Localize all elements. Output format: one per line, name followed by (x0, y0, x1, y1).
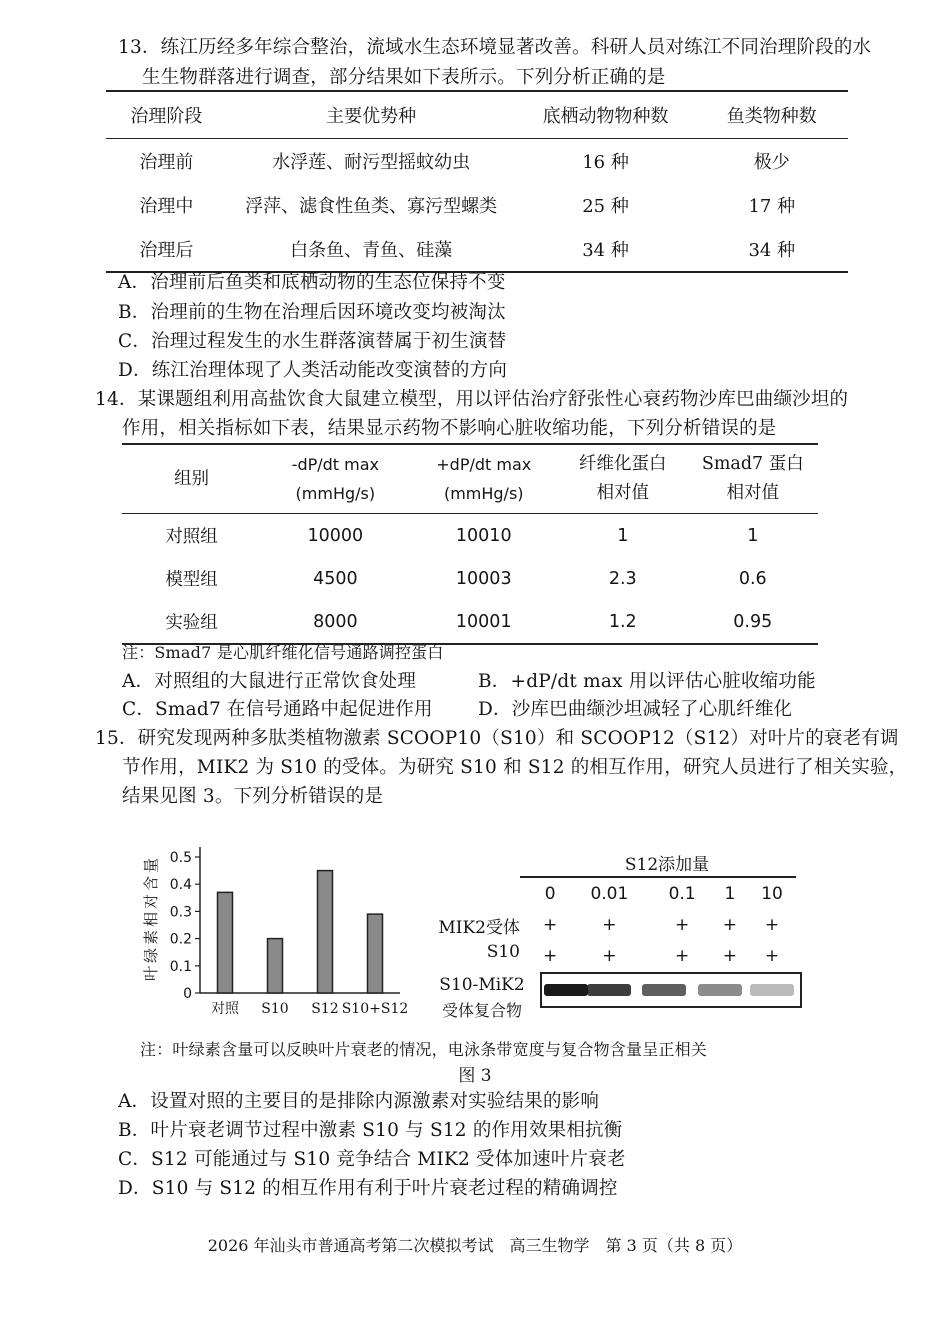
y-axis-label: 叶绿素相对含量 (142, 854, 160, 982)
q14-option-d: D．沙库巴曲缬沙坦减轻了心肌纤维化 (478, 699, 793, 720)
q15-option-a: A．设置对照的主要目的是排除内源激素对实验结果的影响 (118, 1091, 600, 1112)
table-cell: 水浮莲、耐污型摇蚊幼虫 (272, 152, 471, 173)
q14-option-b: B．+dP/dt max 用以评估心脏收缩功能 (478, 671, 816, 692)
plus-sign: + (764, 914, 780, 935)
header-line: +dP/dt max (436, 455, 532, 474)
table-cell: 1.2 (608, 611, 637, 632)
page-footer: 2026 年汕头市普通高考第二次模拟考试 高三生物学 第 3 页（共 8 页） (207, 1236, 743, 1255)
table-cell: 模型组 (165, 570, 218, 590)
q15-stem-line-2: 节作用，MIK2 为 S10 的受体。为研究 S10 和 S12 的相互作用，研究人员进行了相关实验， (122, 757, 908, 778)
q14-stem-line-2: 作用，相关指标如下表，结果显示药物不影响心脏收缩功能，下列分析错误的是 (122, 418, 777, 439)
table-cell: 治理前 (139, 152, 194, 173)
header-unit: 相对值 (726, 483, 780, 503)
q13-table (106, 90, 848, 273)
table-header: 底栖动物物种数 (542, 106, 669, 127)
plus-sign: + (602, 914, 617, 935)
table-cell: 1 (747, 525, 759, 546)
bar (318, 871, 333, 993)
q15-option-b: B．叶片衰老调节过程中激素 S10 与 S12 的作用效果相抗衡 (118, 1120, 623, 1141)
table-header (410, 444, 558, 514)
table-row (122, 557, 818, 600)
bar (268, 939, 283, 993)
amount-label: 0.01 (590, 883, 629, 904)
plus-sign: + (722, 945, 738, 966)
plus-sign: + (674, 945, 690, 966)
y-tick-label: 0.1 (169, 958, 192, 975)
amount-label: 10 (761, 883, 783, 904)
plus-sign: + (543, 914, 558, 935)
table-row (106, 139, 848, 184)
header-line: Smad7 蛋白 (701, 454, 804, 474)
table-cell: 10003 (455, 568, 512, 589)
q13-option-d: D．练江治理体现了人类活动能改变演替的方向 (118, 360, 508, 381)
y-tick-label: 0.4 (169, 877, 192, 894)
x-tick-label: 对照 (211, 1001, 239, 1017)
q15-stem-line-1: 15．研究发现两种多肽类植物激素 SCOOP10（S10）和 SCOOP12（S12）对叶片的衰老有调 (95, 728, 899, 749)
q13-option-c: C．治理过程发生的水生群落演替属于初生演替 (118, 331, 507, 352)
table-header: 治理阶段 (130, 106, 203, 127)
bar (368, 914, 383, 993)
bar (218, 892, 233, 993)
gel-band (642, 984, 686, 996)
q14-note: 注：Smad7 是心肌纤维化信号通路调控蛋白 (122, 643, 444, 662)
s10-row (533, 940, 797, 971)
amount-label: 0 (544, 883, 556, 904)
table-header (261, 444, 409, 514)
table-row (106, 227, 848, 272)
q14-stem-line-1: 14．某课题组利用高盐饮食大鼠建立模型，用以评估治疗舒张性心衰药物沙库巴曲缬沙坦的 (95, 389, 849, 410)
table-cell: 10001 (455, 611, 512, 632)
table-cell: 对照组 (165, 527, 218, 547)
gel-band (544, 984, 588, 996)
table-header: 鱼类物种数 (726, 106, 817, 127)
table-cell: 0.95 (733, 611, 773, 632)
table-cell: 1 (617, 525, 629, 546)
y-tick-label: 0.3 (169, 904, 192, 921)
table-row (106, 183, 848, 227)
q15-option-d: D．S10 与 S12 的相互作用有利于叶片衰老过程的精确调控 (118, 1178, 618, 1199)
table-cell: 16 种 (582, 152, 629, 173)
q13-option-b: B．治理前的生物在治理后因环境改变均被淘汰 (118, 302, 506, 323)
figure-note: 注：叶绿素含量可以反映叶片衰老的情况，电泳条带宽度与复合物含量呈正相关 (140, 1040, 708, 1059)
s10-row-label: S10 (486, 942, 520, 962)
q14-table (122, 443, 818, 645)
x-tick-label: S12 (311, 1001, 339, 1017)
table-header (558, 444, 688, 514)
table-cell: 浮萍、滤食性鱼类、寡污型螺类 (245, 196, 498, 217)
figure-caption: 图 3 (458, 1066, 492, 1086)
table-cell: 10010 (455, 525, 512, 546)
table-header: 主要优势种 (326, 106, 417, 127)
x-tick-label: S10+S12 (341, 1001, 409, 1017)
plus-sign: + (674, 914, 690, 935)
header-line: 组别 (174, 468, 210, 489)
table-row (122, 514, 818, 558)
plus-sign: + (602, 945, 617, 966)
amount-label: 0.1 (668, 883, 696, 904)
gel-band-box (540, 972, 802, 1008)
table-cell: 治理中 (139, 196, 194, 217)
q13-option-a: A．治理前后鱼类和底栖动物的生态位保持不变 (118, 272, 506, 293)
header-unit: (mmHg/s) (443, 484, 524, 503)
header-line: -dP/dt max (291, 455, 380, 474)
mik2-row-label: MIK2受体 (438, 918, 520, 938)
table-cell: 治理后 (139, 240, 194, 261)
q13-stem-line-2: 生生物群落进行调查，部分结果如下表所示。下列分析正确的是 (142, 67, 666, 88)
q15-option-c: C．S12 可能通过与 S10 竞争结合 MIK2 受体加速叶片衰老 (118, 1149, 626, 1170)
table-cell: 实验组 (165, 613, 218, 633)
table-cell: 8000 (313, 611, 358, 632)
q14-option-c: C．Smad7 在信号通路中起促进作用 (122, 699, 433, 720)
table-cell: 25 种 (582, 196, 629, 217)
gel-band (698, 984, 742, 996)
q14-option-a: A．对照组的大鼠进行正常饮食处理 (122, 671, 417, 692)
q15-stem-line-3: 结果见图 3。下列分析错误的是 (122, 786, 384, 807)
table-cell: 17 种 (748, 196, 796, 217)
header-unit: 相对值 (596, 483, 650, 503)
gel-title: S12添加量 (624, 855, 710, 875)
y-tick-label: 0 (183, 986, 192, 1002)
y-tick-label: 0.5 (169, 850, 192, 866)
plus-sign: + (764, 945, 780, 966)
table-row (122, 600, 818, 644)
mik2-row (533, 909, 797, 940)
table-cell: 10000 (307, 525, 364, 546)
plus-sign: + (722, 914, 738, 935)
table-cell: 0.6 (738, 568, 767, 589)
plus-sign: + (543, 945, 558, 966)
table-cell: 34 种 (582, 240, 629, 261)
table-cell: 2.3 (608, 568, 637, 589)
complex-label-line-1: S10-MiK2 (439, 975, 525, 995)
table-header-row (122, 444, 818, 514)
chlorophyll-bar-chart (130, 810, 410, 1030)
header-unit: (mmHg/s) (295, 484, 376, 503)
amount-row (533, 878, 797, 909)
gel-band (587, 984, 631, 996)
table-cell: 极少 (753, 152, 790, 173)
q13-stem-line-1: 13．练江历经多年综合整治，流域水生态环境显著改善。科研人员对练江不同治理阶段的水 (118, 37, 872, 58)
gel-amount-table (533, 878, 797, 971)
table-cell: 34 种 (748, 240, 796, 261)
complex-label-line-2: 受体复合物 (441, 1001, 522, 1020)
header-line: 纤维化蛋白 (579, 454, 667, 474)
table-cell: 4500 (313, 568, 358, 589)
table-header (122, 444, 261, 514)
table-header (688, 444, 818, 514)
gel-band (750, 984, 794, 996)
table-header-row (106, 91, 848, 139)
amount-label: 1 (724, 883, 736, 904)
y-tick-label: 0.2 (169, 931, 192, 948)
table-cell: 白条鱼、青鱼、硅藻 (290, 240, 453, 261)
x-tick-label: S10 (261, 1001, 289, 1017)
